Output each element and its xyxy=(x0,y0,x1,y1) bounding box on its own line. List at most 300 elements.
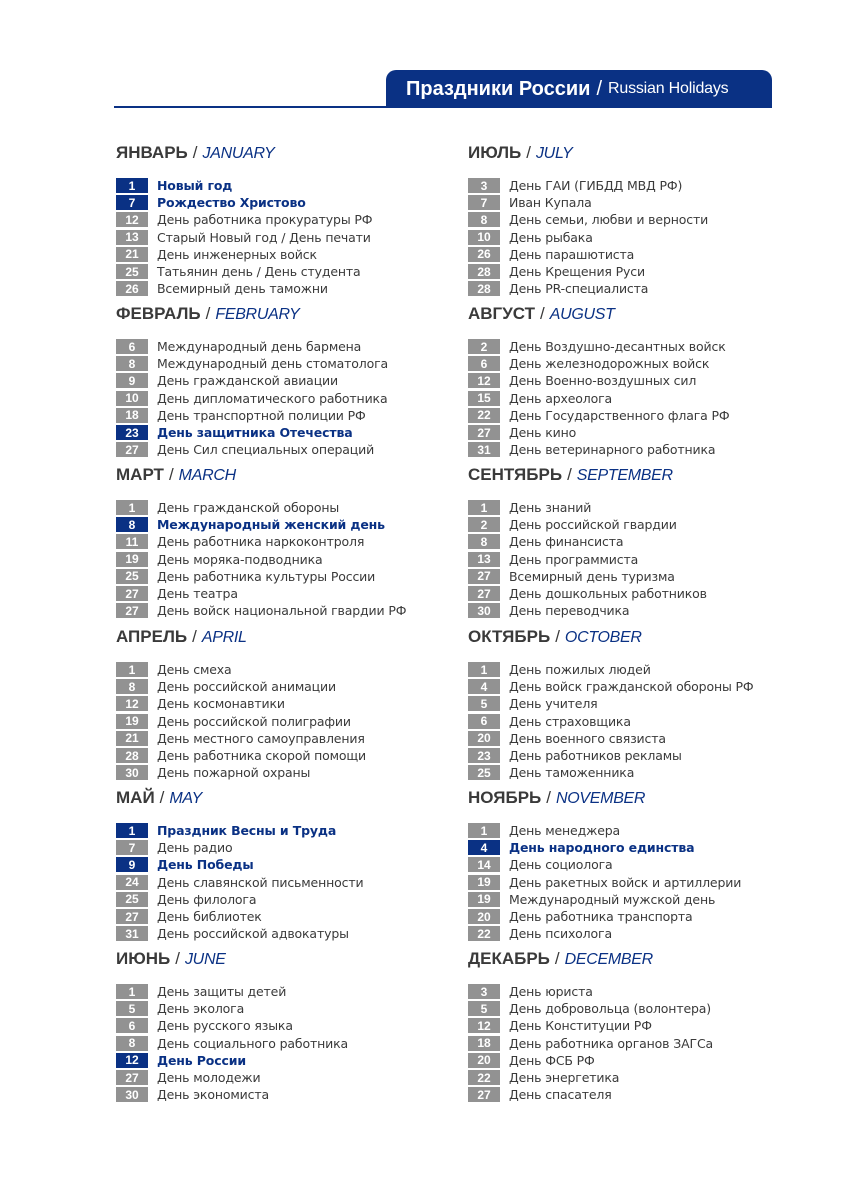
month-name-en: DECEMBER xyxy=(564,951,653,968)
holiday-item xyxy=(116,695,456,712)
holiday-name: День эколога xyxy=(157,1001,245,1017)
month-title xyxy=(116,625,456,649)
day-badge: 31 xyxy=(468,442,500,457)
holiday-item xyxy=(116,1086,456,1103)
holiday-item xyxy=(468,1035,808,1052)
holiday-item xyxy=(468,925,808,942)
day-badge: 27 xyxy=(116,442,148,457)
day-badge: 3 xyxy=(468,178,500,193)
month-name-ru: ЯНВАРЬ xyxy=(116,143,188,162)
day-badge: 22 xyxy=(468,926,500,941)
holiday-name: Иван Купала xyxy=(509,195,592,211)
holiday-item xyxy=(116,856,456,873)
holiday-item xyxy=(468,516,808,533)
holiday-list xyxy=(116,661,456,781)
holiday-name: День славянской письменности xyxy=(157,874,364,890)
day-badge: 28 xyxy=(468,281,500,296)
day-badge: 30 xyxy=(468,603,500,618)
header-title-en: Russian Holidays xyxy=(608,80,729,97)
holiday-item xyxy=(468,263,808,280)
month-july xyxy=(468,141,808,297)
holiday-name: День ветеринарного работника xyxy=(509,442,716,458)
day-badge: 8 xyxy=(116,356,148,371)
holiday-item xyxy=(116,1069,456,1086)
holiday-name: День моряка-подводника xyxy=(157,551,323,567)
holiday-name: День радио xyxy=(157,840,233,856)
day-badge: 25 xyxy=(468,765,500,780)
holiday-item xyxy=(116,229,456,246)
day-badge: 1 xyxy=(468,823,500,838)
holiday-item xyxy=(116,822,456,839)
holiday-name: День защиты детей xyxy=(157,984,287,1000)
holiday-name: День космонавтики xyxy=(157,696,285,712)
holiday-name: День психолога xyxy=(509,926,612,942)
month-title xyxy=(468,786,808,810)
month-title xyxy=(468,625,808,649)
day-badge: 6 xyxy=(468,356,500,371)
page-header xyxy=(386,70,772,108)
holiday-item xyxy=(468,533,808,550)
day-badge: 19 xyxy=(468,892,500,907)
month-name-ru: СЕНТЯБРЬ xyxy=(468,465,563,484)
day-badge: 7 xyxy=(468,195,500,210)
day-badge: 2 xyxy=(468,339,500,354)
holiday-item xyxy=(116,908,456,925)
holiday-item xyxy=(116,602,456,619)
holiday-item xyxy=(468,585,808,602)
month-name-ru: МАРТ xyxy=(116,465,164,484)
holiday-name: День народного единства xyxy=(509,840,695,856)
day-badge: 8 xyxy=(468,212,500,227)
holiday-name: День дипломатического работника xyxy=(157,390,388,406)
day-badge: 8 xyxy=(468,534,500,549)
holiday-item xyxy=(468,1069,808,1086)
day-badge: 18 xyxy=(468,1036,500,1051)
month-name-en: AUGUST xyxy=(549,306,615,323)
holiday-list xyxy=(468,338,808,458)
holiday-list xyxy=(468,983,808,1103)
holiday-item xyxy=(116,925,456,942)
holiday-name: День семьи, любви и верности xyxy=(509,212,709,228)
day-badge: 27 xyxy=(116,909,148,924)
month-name-en: JULY xyxy=(535,145,573,162)
day-badge: 7 xyxy=(116,840,148,855)
day-badge: 3 xyxy=(468,984,500,999)
holiday-name: День российской анимации xyxy=(157,679,336,695)
holiday-name: День работника органов ЗАГСа xyxy=(509,1035,714,1051)
holiday-name: День социолога xyxy=(509,857,613,873)
month-december xyxy=(468,947,808,1103)
holiday-item xyxy=(116,551,456,568)
holiday-name: День работников рекламы xyxy=(509,748,682,764)
holiday-list xyxy=(468,822,808,942)
holiday-item xyxy=(468,713,808,730)
holiday-list xyxy=(116,177,456,297)
header-separator: / xyxy=(596,77,603,100)
holiday-item xyxy=(468,355,808,372)
day-badge: 1 xyxy=(468,662,500,677)
holiday-list xyxy=(468,177,808,297)
holiday-item xyxy=(116,661,456,678)
month-name-ru: ИЮЛЬ xyxy=(468,143,522,162)
day-badge: 24 xyxy=(116,875,148,890)
month-separator: / xyxy=(205,304,211,323)
day-badge: 7 xyxy=(116,195,148,210)
holiday-name: День России xyxy=(157,1052,246,1068)
holiday-list xyxy=(116,822,456,942)
holiday-item xyxy=(116,1017,456,1034)
month-name-ru: ОКТЯБРЬ xyxy=(468,627,551,646)
day-badge: 19 xyxy=(468,875,500,890)
day-badge: 8 xyxy=(116,517,148,532)
holiday-name: День работника прокуратуры РФ xyxy=(157,212,373,228)
day-badge: 31 xyxy=(116,926,148,941)
holiday-item xyxy=(116,246,456,263)
holiday-name: Международный день бармена xyxy=(157,339,362,355)
holiday-item xyxy=(116,1000,456,1017)
day-badge: 25 xyxy=(116,569,148,584)
day-badge: 25 xyxy=(116,892,148,907)
day-badge: 6 xyxy=(116,1018,148,1033)
month-september xyxy=(468,463,808,619)
holiday-item xyxy=(468,891,808,908)
day-badge: 4 xyxy=(468,840,500,855)
day-badge: 2 xyxy=(468,517,500,532)
holiday-item xyxy=(468,246,808,263)
month-separator: / xyxy=(555,627,560,646)
holiday-name: Международный мужской день xyxy=(509,891,716,907)
month-title xyxy=(116,463,456,487)
day-badge: 1 xyxy=(468,500,500,515)
month-january xyxy=(116,141,456,297)
day-badge: 11 xyxy=(116,534,148,549)
month-october xyxy=(468,625,808,781)
holiday-list xyxy=(116,983,456,1103)
holiday-item xyxy=(468,908,808,925)
holiday-list xyxy=(116,499,456,619)
holiday-list xyxy=(468,499,808,619)
holiday-name: День гражданской авиации xyxy=(157,373,339,389)
month-june xyxy=(116,947,456,1103)
day-badge: 27 xyxy=(468,569,500,584)
month-march xyxy=(116,463,456,619)
day-badge: 21 xyxy=(116,731,148,746)
day-badge: 1 xyxy=(116,500,148,515)
holiday-item xyxy=(116,338,456,355)
holiday-name: День транспортной полиции РФ xyxy=(157,407,366,423)
month-name-en: OCTOBER xyxy=(564,629,642,646)
month-separator: / xyxy=(540,304,545,323)
month-name-en: NOVEMBER xyxy=(556,790,646,807)
holiday-item xyxy=(116,499,456,516)
month-separator: / xyxy=(168,465,174,484)
day-badge: 5 xyxy=(116,1001,148,1016)
day-badge: 20 xyxy=(468,909,500,924)
holiday-item xyxy=(116,263,456,280)
holiday-item xyxy=(468,177,808,194)
day-badge: 10 xyxy=(116,391,148,406)
holiday-name: День Победы xyxy=(157,857,254,873)
holiday-item xyxy=(468,730,808,747)
holiday-item xyxy=(468,695,808,712)
day-badge: 1 xyxy=(116,178,148,193)
month-title xyxy=(468,141,808,165)
holiday-item xyxy=(468,229,808,246)
holiday-name: Старый Новый год / День печати xyxy=(157,229,371,245)
holiday-item xyxy=(116,891,456,908)
holiday-item xyxy=(116,730,456,747)
holiday-name: День учителя xyxy=(509,696,598,712)
holiday-name: День ракетных войск и артиллерии xyxy=(509,874,742,890)
holiday-item xyxy=(468,407,808,424)
holiday-name: Рождество Христово xyxy=(157,195,306,211)
holiday-name: Праздник Весны и Труда xyxy=(157,823,337,839)
holiday-item xyxy=(468,822,808,839)
holiday-item xyxy=(468,874,808,891)
day-badge: 5 xyxy=(468,696,500,711)
holiday-name: День социального работника xyxy=(157,1035,348,1051)
holiday-item xyxy=(468,424,808,441)
holiday-item xyxy=(116,983,456,1000)
holiday-item xyxy=(116,280,456,297)
holiday-name: День программиста xyxy=(509,551,639,567)
month-title xyxy=(116,302,456,326)
holiday-name: День железнодорожных войск xyxy=(509,356,710,372)
holiday-name: День спасателя xyxy=(509,1087,612,1103)
holiday-item xyxy=(116,874,456,891)
day-badge: 1 xyxy=(116,984,148,999)
holiday-name: День Государственного флага РФ xyxy=(509,407,730,423)
day-badge: 30 xyxy=(116,1087,148,1102)
holiday-name: День добровольца (волонтера) xyxy=(509,1001,712,1017)
holiday-item xyxy=(116,533,456,550)
holiday-item xyxy=(116,211,456,228)
holiday-name: День работника наркоконтроля xyxy=(157,534,365,550)
month-separator: / xyxy=(554,949,560,968)
day-badge: 25 xyxy=(116,264,148,279)
day-badge: 23 xyxy=(116,425,148,440)
holiday-item xyxy=(116,516,456,533)
day-badge: 27 xyxy=(468,586,500,601)
holiday-name: День смеха xyxy=(157,662,232,678)
day-badge: 12 xyxy=(468,373,500,388)
day-badge: 27 xyxy=(468,425,500,440)
holiday-item xyxy=(468,1086,808,1103)
holiday-name: День ГАИ (ГИБДД МВД РФ) xyxy=(509,178,683,194)
holiday-item xyxy=(468,568,808,585)
holiday-name: День ФСБ РФ xyxy=(509,1052,595,1068)
holiday-item xyxy=(468,211,808,228)
holiday-item xyxy=(116,424,456,441)
holiday-name: День российской полиграфии xyxy=(157,713,351,729)
day-badge: 6 xyxy=(468,714,500,729)
holiday-name: День кино xyxy=(509,425,577,441)
holiday-item xyxy=(116,177,456,194)
day-badge: 1 xyxy=(116,662,148,677)
holiday-name: День парашютиста xyxy=(509,246,635,262)
month-separator: / xyxy=(175,949,180,968)
holiday-name: Татьянин день / День студента xyxy=(157,264,361,280)
holiday-name: День знаний xyxy=(509,500,592,516)
holiday-item xyxy=(468,499,808,516)
month-name-ru: ДЕКАБРЬ xyxy=(468,949,550,968)
holiday-name: День гражданской обороны xyxy=(157,500,340,516)
day-badge: 8 xyxy=(116,1036,148,1051)
month-february xyxy=(116,302,456,458)
day-badge: 30 xyxy=(116,765,148,780)
month-title xyxy=(116,141,456,165)
holiday-item xyxy=(468,441,808,458)
month-name-en: APRIL xyxy=(201,629,247,646)
holiday-name: День российской гвардии xyxy=(509,517,677,533)
month-name-en: MARCH xyxy=(178,467,236,484)
day-badge: 22 xyxy=(468,1070,500,1085)
holiday-name: День русского языка xyxy=(157,1018,293,1034)
holiday-item xyxy=(116,568,456,585)
holiday-item xyxy=(116,585,456,602)
month-name-ru: АПРЕЛЬ xyxy=(116,627,188,646)
day-badge: 12 xyxy=(116,212,148,227)
month-title xyxy=(116,786,456,810)
month-august xyxy=(468,302,808,458)
month-name-ru: НОЯБРЬ xyxy=(468,788,542,807)
month-separator: / xyxy=(192,627,197,646)
month-title xyxy=(468,302,808,326)
day-badge: 28 xyxy=(468,264,500,279)
holiday-item xyxy=(116,390,456,407)
day-badge: 19 xyxy=(116,552,148,567)
holiday-name: День Сил специальных операций xyxy=(157,442,375,458)
holiday-item xyxy=(468,1052,808,1069)
holiday-item xyxy=(468,1000,808,1017)
month-name-en: SEPTEMBER xyxy=(576,467,673,484)
day-badge: 12 xyxy=(116,1053,148,1068)
holiday-name: День энергетика xyxy=(509,1070,620,1086)
holiday-item xyxy=(468,280,808,297)
holiday-item xyxy=(116,372,456,389)
day-badge: 12 xyxy=(116,696,148,711)
day-badge: 19 xyxy=(116,714,148,729)
day-badge: 13 xyxy=(468,552,500,567)
day-badge: 20 xyxy=(468,731,500,746)
holiday-item xyxy=(116,1035,456,1052)
holiday-name: День финансиста xyxy=(509,534,624,550)
holiday-item xyxy=(468,856,808,873)
holiday-name: День театра xyxy=(157,586,238,602)
holiday-name: День Воздушно-десантных войск xyxy=(509,339,726,355)
day-badge: 14 xyxy=(468,857,500,872)
holiday-name: День инженерных войск xyxy=(157,246,317,262)
month-november xyxy=(468,786,808,942)
day-badge: 10 xyxy=(468,230,500,245)
holiday-name: День российской адвокатуры xyxy=(157,926,349,942)
month-name-en: JANUARY xyxy=(202,145,275,162)
holiday-item xyxy=(468,602,808,619)
month-separator: / xyxy=(546,788,552,807)
holiday-name: День военного связиста xyxy=(509,730,666,746)
day-badge: 6 xyxy=(116,339,148,354)
holiday-name: День войск гражданской обороны РФ xyxy=(509,679,754,695)
holiday-item xyxy=(468,747,808,764)
holiday-name: День переводчика xyxy=(509,603,630,619)
day-badge: 13 xyxy=(116,230,148,245)
holiday-list xyxy=(468,661,808,781)
holiday-name: День защитника Отечества xyxy=(157,425,353,441)
holiday-name: День менеджера xyxy=(509,823,621,839)
holiday-name: Международный женский день xyxy=(157,517,385,533)
holiday-item xyxy=(468,338,808,355)
month-name-ru: АВГУСТ xyxy=(468,304,536,323)
holiday-name: День войск национальной гвардии РФ xyxy=(157,603,407,619)
holiday-name: День филолога xyxy=(157,891,257,907)
day-badge: 21 xyxy=(116,247,148,262)
holiday-item xyxy=(116,441,456,458)
holiday-item xyxy=(468,983,808,1000)
holiday-name: День местного самоуправления xyxy=(157,730,365,746)
holiday-item xyxy=(116,747,456,764)
month-may xyxy=(116,786,456,942)
holiday-item xyxy=(116,678,456,695)
holiday-item xyxy=(468,678,808,695)
holiday-name: День работника культуры России xyxy=(157,568,376,584)
holiday-name: День рыбака xyxy=(509,229,593,245)
holiday-item xyxy=(468,551,808,568)
holiday-list xyxy=(116,338,456,458)
holiday-name: Всемирный день таможни xyxy=(157,281,328,297)
holiday-item xyxy=(116,839,456,856)
holiday-item xyxy=(116,407,456,424)
holiday-name: День юриста xyxy=(509,984,593,1000)
day-badge: 28 xyxy=(116,748,148,763)
day-badge: 27 xyxy=(468,1087,500,1102)
holiday-name: Новый год xyxy=(157,178,233,194)
holiday-item xyxy=(116,355,456,372)
day-badge: 1 xyxy=(116,823,148,838)
holiday-name: День страховщика xyxy=(509,713,631,729)
holiday-item xyxy=(468,390,808,407)
month-separator: / xyxy=(159,788,165,807)
holiday-item xyxy=(468,839,808,856)
day-badge: 5 xyxy=(468,1001,500,1016)
day-badge: 15 xyxy=(468,391,500,406)
day-badge: 9 xyxy=(116,373,148,388)
month-name-en: MAY xyxy=(169,790,202,807)
day-badge: 27 xyxy=(116,586,148,601)
month-april xyxy=(116,625,456,781)
month-separator: / xyxy=(526,143,531,162)
holiday-item xyxy=(468,194,808,211)
holiday-item xyxy=(468,661,808,678)
month-name-ru: ИЮНЬ xyxy=(116,949,171,968)
day-badge: 8 xyxy=(116,679,148,694)
holiday-item xyxy=(468,764,808,781)
month-name-en: JUNE xyxy=(184,951,226,968)
day-badge: 26 xyxy=(116,281,148,296)
day-badge: 23 xyxy=(468,748,500,763)
holiday-name: День дошкольных работников xyxy=(509,586,707,602)
holiday-item xyxy=(116,713,456,730)
holiday-name: День пожарной охраны xyxy=(157,765,311,781)
holiday-name: День Конституции РФ xyxy=(509,1018,652,1034)
month-name-ru: МАЙ xyxy=(116,788,155,807)
holiday-item xyxy=(468,372,808,389)
day-badge: 27 xyxy=(116,1070,148,1085)
day-badge: 22 xyxy=(468,408,500,423)
month-name-en: FEBRUARY xyxy=(215,306,300,323)
holiday-name: Всемирный день туризма xyxy=(509,568,675,584)
holiday-name: День работника транспорта xyxy=(509,909,693,925)
day-badge: 12 xyxy=(468,1018,500,1033)
